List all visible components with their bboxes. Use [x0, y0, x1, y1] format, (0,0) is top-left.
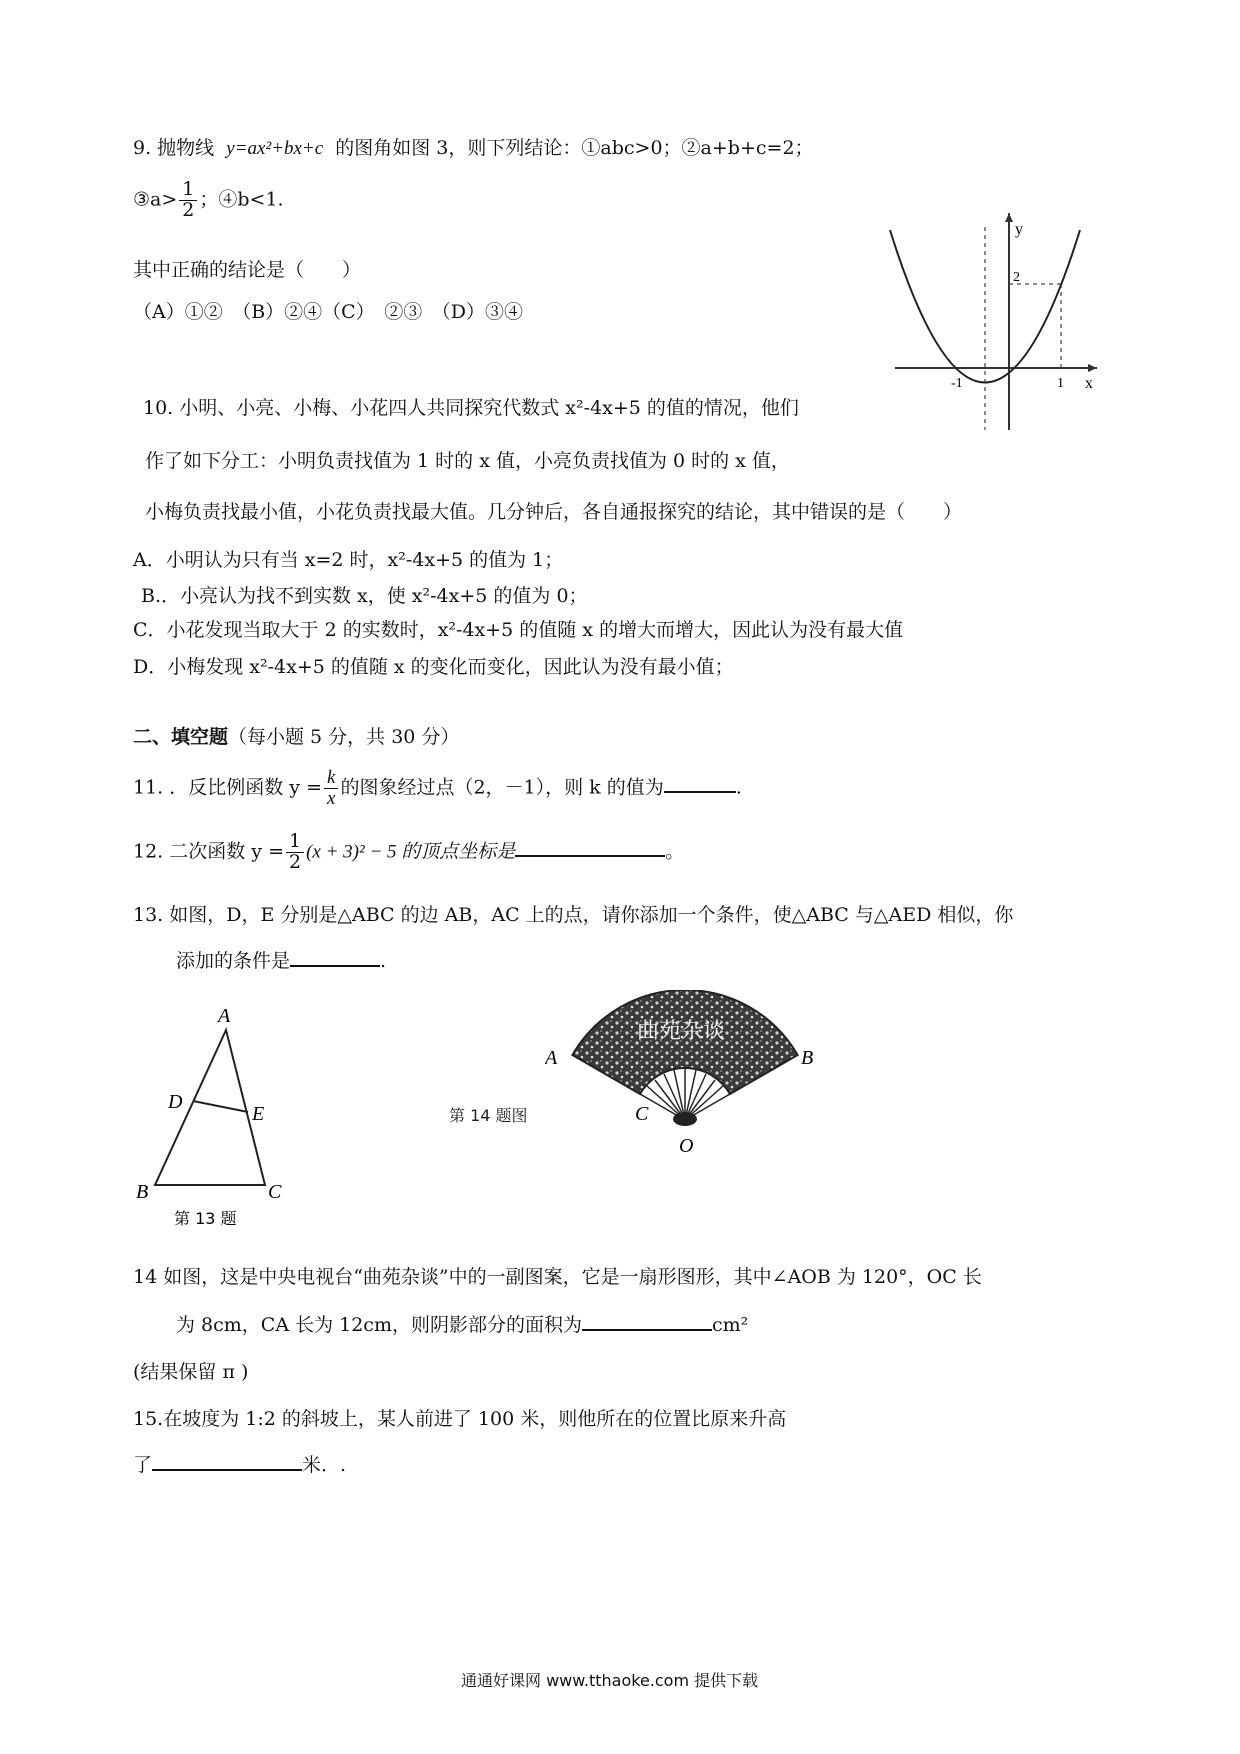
- q9-options: （A）①② （B）②④（C） ②③ （D）③④: [133, 301, 523, 323]
- svg-text:D: D: [168, 1091, 183, 1113]
- svg-text:A: A: [218, 1005, 231, 1027]
- q10-option-d: D．小梅发现 x²-4x+5 的值随 x 的变化而变化，因此认为没有最小值；: [133, 656, 734, 678]
- y-label: y: [1015, 221, 1023, 238]
- q9-line1: 9. 抛物线 y=ax²+bx+c 的图角如图 3，则下列结论：①abc>0；②a+b+c=2；: [133, 137, 814, 159]
- tick-1: 1: [1057, 376, 1064, 391]
- svg-text:A: A: [545, 1047, 558, 1069]
- q15-line1: 15.在坡度为 1:2 的斜坡上，某人前进了 100 米，则他所在的位置比原来升高: [133, 1408, 787, 1430]
- figure-13-triangle: [130, 1000, 300, 1230]
- q13-line2: 添加的条件是 .: [176, 946, 386, 973]
- svg-text:B: B: [136, 1181, 149, 1203]
- svg-text:B: B: [801, 1047, 814, 1069]
- fraction-half: $\frac{1}{2}$: [179, 180, 197, 221]
- q9-ask: 其中正确的结论是（ ）: [133, 259, 362, 281]
- section-2-header: 二、填空题（每小题 5 分，共 30 分）: [133, 726, 460, 748]
- figure-14-fan: [545, 990, 825, 1160]
- svg-text:E: E: [252, 1103, 265, 1125]
- parabola-graph: [885, 205, 1105, 435]
- q10-line2: 作了如下分工：小明负责找值为 1 时的 x 值，小亮负责找值为 0 时的 x 值，: [145, 450, 790, 472]
- q13-answer-blank: [290, 947, 380, 967]
- segment-de: [193, 1101, 248, 1112]
- q14-answer-blank: [582, 1311, 712, 1331]
- q12-answer-blank: [515, 837, 665, 857]
- q10-option-c: C．小花发现当取大于 2 的实数时，x²-4x+5 的值随 x 的增大而增大，因此认为没有最大值: [133, 619, 904, 641]
- q11: 11. ．反比例函数 y = $\frac{k}{x}$ 的图象经过点（2，－1），则 k 的值为 .: [133, 767, 742, 809]
- q15-answer-blank: [152, 1451, 302, 1471]
- q14-line1: 14 如图，这是中央电视台“曲苑杂谈”中的一副图案，它是一扇形图形，其中∠AOB 为 120°，OC 长: [133, 1266, 982, 1288]
- svg-text:C: C: [268, 1181, 282, 1203]
- tick-neg1: -1: [951, 376, 963, 391]
- figure-14-caption: 第 14 题图: [449, 1106, 528, 1125]
- svg-text:C: C: [635, 1103, 649, 1125]
- fan-pivot: [673, 1112, 697, 1126]
- q10-option-b: B.．小亮认为找不到实数 x，使 x²-4x+5 的值为 0；: [141, 585, 588, 607]
- figure-13-caption: 第 13 题: [174, 1209, 237, 1228]
- footer-credit: 通通好课网 www.tthaoke.com 提供下载: [461, 1671, 759, 1690]
- tick-y-2: 2: [1013, 270, 1020, 285]
- q15-line2: 了 米．.: [133, 1450, 346, 1477]
- q10-line1: 10. 小明、小亮、小梅、小花四人共同探究代数式 x²-4x+5 的值的情况，他们: [143, 397, 799, 419]
- x-label: x: [1085, 375, 1093, 392]
- q14-line3: (结果保留 π ): [133, 1361, 249, 1383]
- q10-line3: 小梅负责找最小值，小花负责找最大值。几分钟后，各自通报探究的结论，其中错误的是（ ）: [145, 501, 963, 523]
- q9-line2: ③a> $\frac{1}{2}$ ；④b<1.: [133, 178, 284, 221]
- fan-text: 曲苑杂谈: [637, 1018, 726, 1043]
- svg-text:O: O: [679, 1135, 694, 1157]
- q12: 12. 二次函数 y = $\frac{1}{2}$ (x + 3)² − 5 的顶点坐标是 。: [133, 830, 685, 873]
- q10-option-a: A．小明认为只有当 x=2 时，x²-4x+5 的值为 1；: [133, 549, 564, 571]
- q13-line1: 13. 如图，D，E 分别是△ABC 的边 AB，AC 上的点，请你添加一个条件，使△ABC 与△AED 相似，你: [133, 904, 1014, 926]
- q14-line2: 为 8cm，CA 长为 12cm，则阴影部分的面积为 cm²: [176, 1310, 748, 1337]
- q11-answer-blank: [664, 773, 736, 793]
